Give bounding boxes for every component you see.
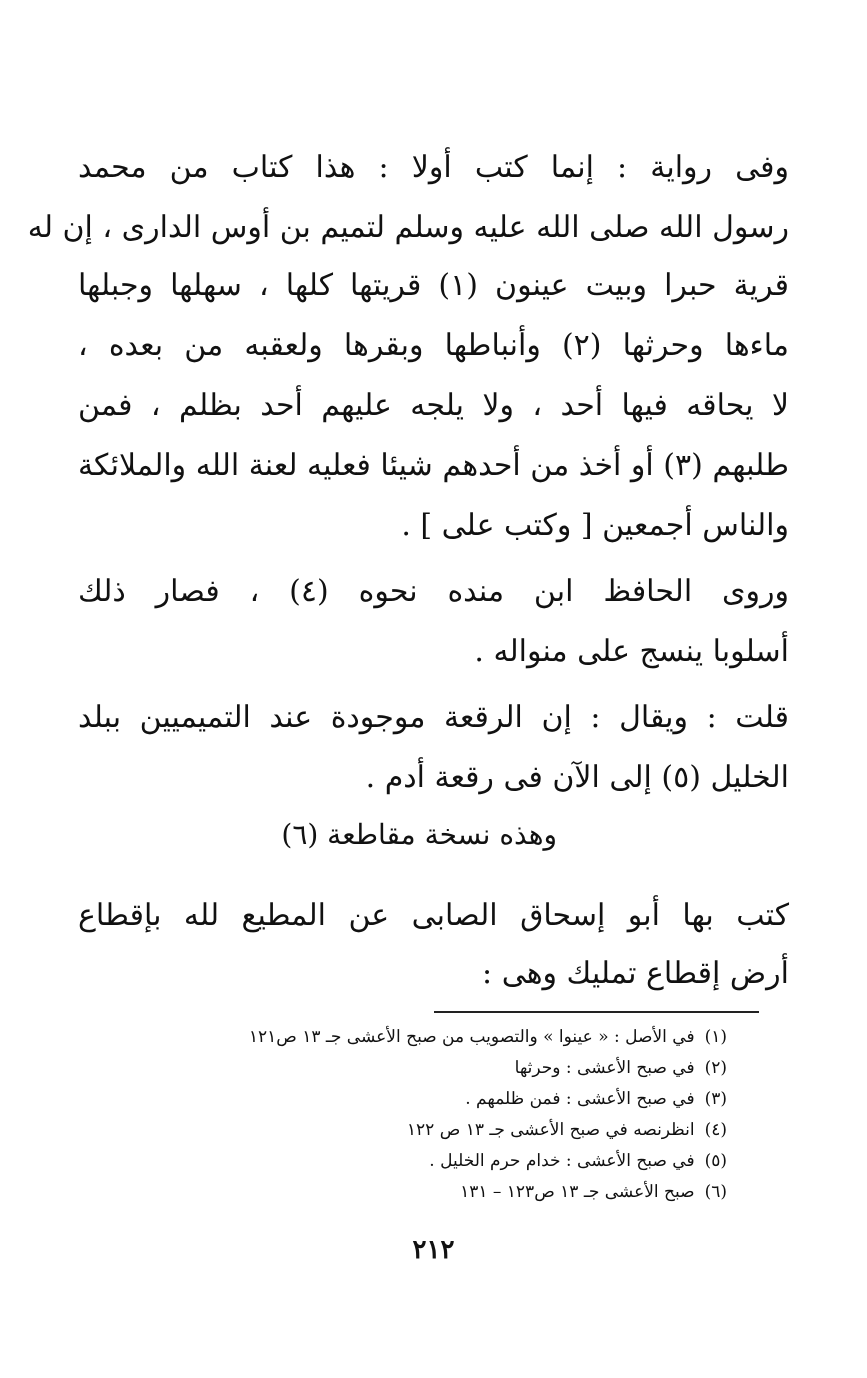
footnote-1 [107, 1022, 727, 1053]
section-heading: وهذه نسخة مقاطعة (٦) [281, 818, 557, 851]
paragraph1-line7: والناس أجمعين [ وكتب على ] . [401, 508, 789, 543]
footnote-text: في صبح الأعشى : خدام حرم الخليل . [429, 1151, 695, 1171]
footnote-number: (٤) [704, 1120, 727, 1140]
paragraph1-line5: لا يحاقه فيها أحد ، ولا يلجه عليهم أحد بظلم ، فمن [78, 388, 789, 423]
footnote-2 [107, 1053, 727, 1084]
footnote-text: في الأصل : « عينوا » والتصويب من صبح الأعشى جـ ١٣ ص١٢١ [248, 1027, 695, 1047]
paragraph1-line1: وفى رواية : إنما كتب أولا : هذا كتاب من محمد [78, 150, 789, 185]
footnote-text: في صبح الأعشى : فمن ظلمهم . [465, 1089, 695, 1109]
footnote-separator [434, 1011, 759, 1013]
footnote-text: صبح الأعشى جـ ١٣ ص١٢٣ – ١٣١ [460, 1182, 695, 1202]
paragraph1-line2: رسول الله صلى الله عليه وسلم لتميم بن أوس الدارى ، إن له [27, 210, 789, 245]
footnote-3 [107, 1084, 727, 1115]
footnote-number: (٥) [704, 1151, 727, 1171]
paragraph3-line1: قلت : ويقال : إن الرقعة موجودة عند التميميين ببلد [78, 700, 789, 735]
footnote-5 [107, 1146, 727, 1177]
footnote-4 [107, 1115, 727, 1146]
footnote-6 [107, 1177, 727, 1208]
paragraph3-line2: الخليل (٥) إلى الآن فى رقعة أدم . [365, 760, 789, 795]
page-number: ٢١٢ [412, 1235, 455, 1265]
footnote-text: في صبح الأعشى : وحرثها [514, 1058, 695, 1078]
footnote-number: (٦) [704, 1182, 727, 1202]
paragraph1-line6: طلبهم (٣) أو أخذ من أحدهم شيئا فعليه لعنة الله والملائكة [77, 448, 789, 483]
paragraph4-line2: أرض إقطاع تمليك وهى : [482, 956, 789, 991]
footnote-number: (٣) [704, 1089, 727, 1109]
footnote-number: (٢) [704, 1058, 727, 1078]
footnote-text: انظرنصه في صبح الأعشى جـ ١٣ ص ١٢٢ [406, 1120, 695, 1140]
footnotes [107, 1022, 727, 1208]
paragraph4-line1: كتب بها أبو إسحاق الصابى عن المطيع لله بإقطاع [78, 898, 789, 933]
paragraph1-line4: ماءها وحرثها (٢) وأنباطها وبقرها ولعقبه من بعده ، [78, 328, 789, 363]
footnote-number: (١) [704, 1027, 727, 1047]
paragraph1-line3: قرية حبرا وبيت عينون (١) قريتها كلها ، سهلها وجبلها [78, 268, 789, 303]
paragraph2-line1: وروى الحافظ ابن منده نحوه (٤) ، فصار ذلك [78, 574, 790, 609]
paragraph2-line2: أسلوبا ينسج على منواله . [474, 634, 789, 669]
